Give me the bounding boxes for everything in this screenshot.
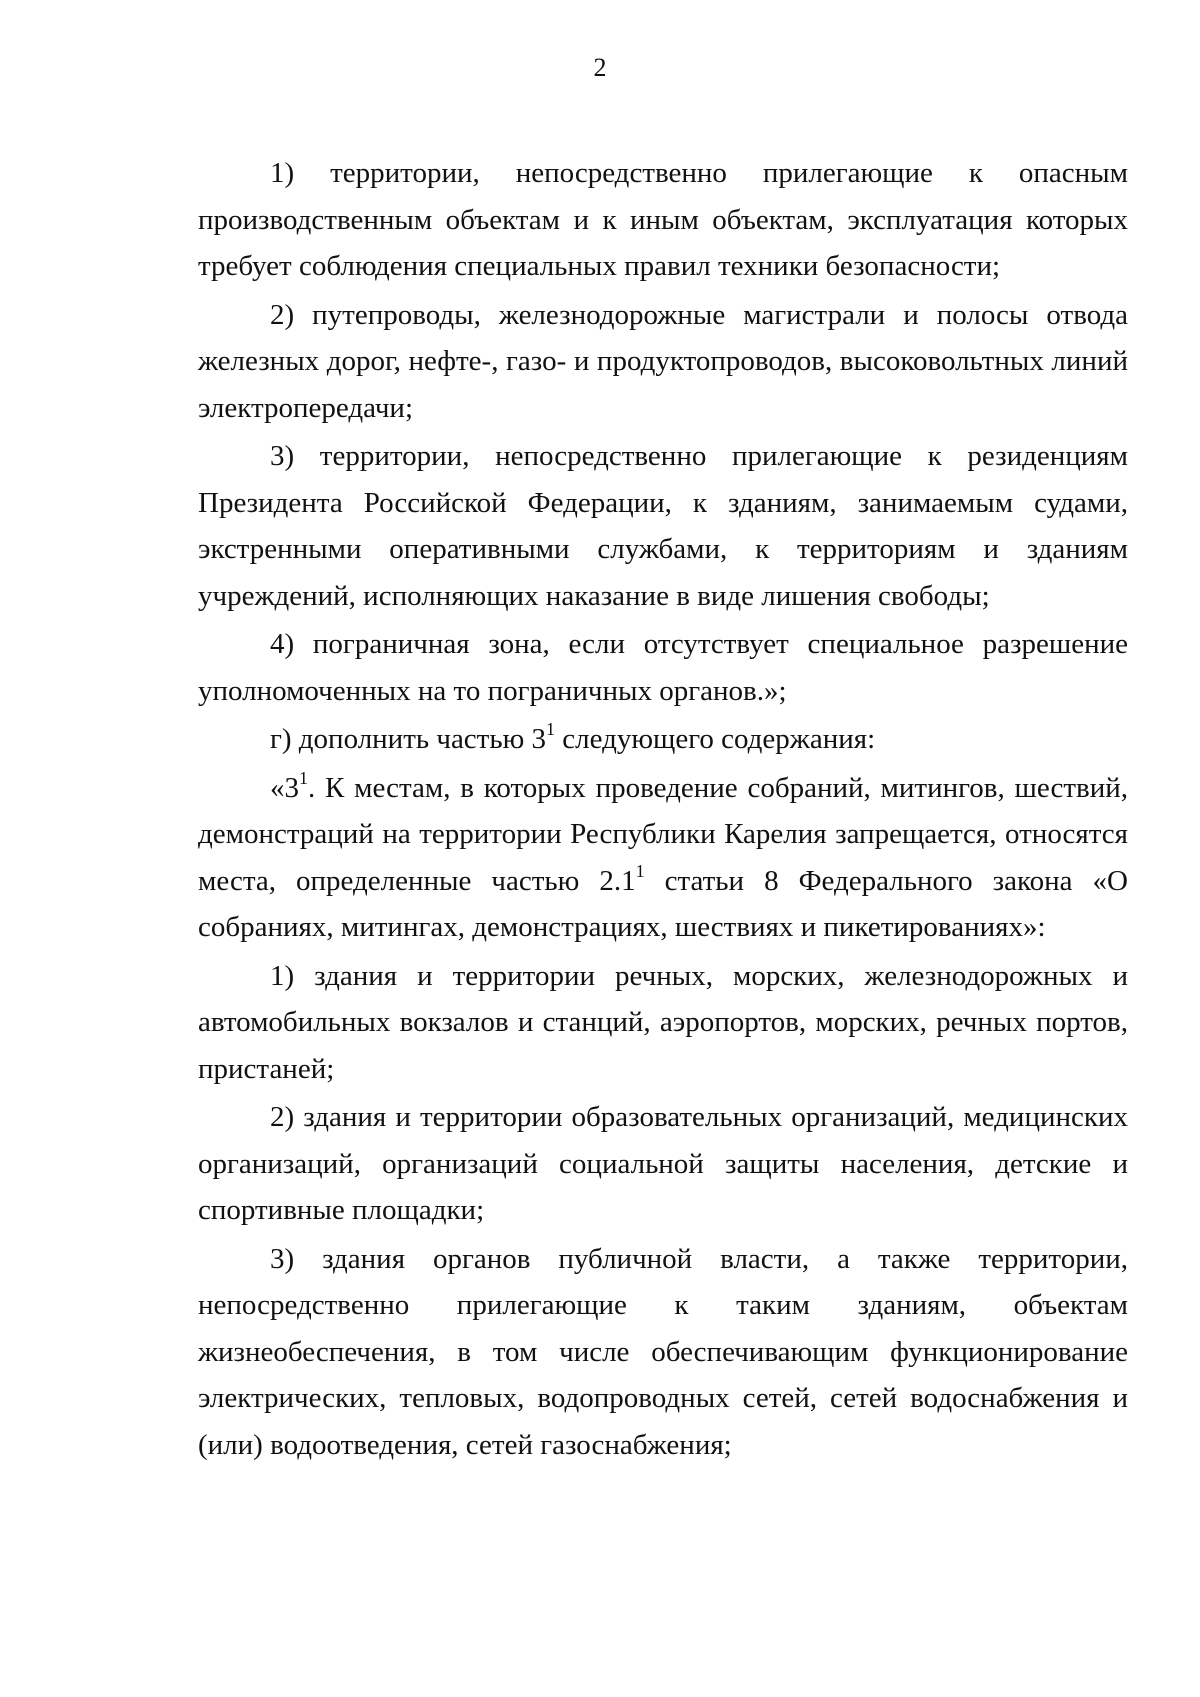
list-item-1: 1) здания и территории речных, морских, железнодорожных и автомобильных вокзалов и станций, аэропортов, морских, речных портов, пристаней; bbox=[198, 959, 1128, 1085]
part-3-1-tail: статьи 8 Федерального закона «О собраниях, митингах, демонстрациях, шествиях и пикетированиях»: bbox=[198, 864, 1128, 943]
document-body bbox=[198, 150, 1128, 1470]
amendment-g-tail: следующего содержания: bbox=[555, 723, 876, 755]
part-3-1-paragraph bbox=[198, 765, 1128, 951]
amendment-g-paragraph bbox=[198, 716, 1128, 763]
part-3-1-superscript: 1 bbox=[299, 767, 308, 788]
paragraph-item-2: 2) путепроводы, железнодорожные магистрали и полосы отвода железных дорог, нефте-, газо- и продуктопроводов, высоковольтных линий электропередачи; bbox=[198, 298, 1128, 424]
amendment-g-superscript: 1 bbox=[546, 719, 555, 740]
part-3-1-open: «3 bbox=[270, 771, 299, 804]
part-2-1-superscript: 1 bbox=[635, 860, 645, 881]
paragraph-item-1: 1) территории, непосредственно прилегающие к опасным производственным объектам и к иным объектам, эксплуатация которых требует соблюдения специальных правил техники безопасности; bbox=[198, 157, 1128, 282]
page-number: 2 bbox=[593, 53, 607, 82]
paragraph-item-3: 3) территории, непосредственно прилегающие к резиденциям Президента Российской Федерации, к зданиям, занимаемым судами, экстренными оперативными службами, к территориям и зданиям учреждений, исполняющих наказание в виде лишения свободы; bbox=[198, 440, 1128, 612]
list-item-3: 3) здания органов публичной власти, а также территории, непосредственно прилегающие к таким зданиям, объектам жизнеобеспечения, в том числе обеспечивающим функционирование электрических, тепловых, водопроводных сетей, сетей водоснабжения и (или) водоотведения, сетей газоснабжения; bbox=[198, 1242, 1128, 1461]
part-3-1-text: . К местам, в которых проведение собраний, митингов, шествий, демонстраций на территории Республики Карелия запрещается, относятся места, определенные частью 2.1 bbox=[198, 771, 1128, 897]
amendment-g-text: г) дополнить частью 3 bbox=[270, 723, 546, 755]
paragraph-item-4: 4) пограничная зона, если отсутствует специальное разрешение уполномоченных на то пограничных органов.»; bbox=[198, 628, 1128, 707]
list-item-2: 2) здания и территории образовательных организаций, медицинских организаций, организаций социальной защиты населения, детские и спортивные площадки; bbox=[198, 1101, 1128, 1226]
